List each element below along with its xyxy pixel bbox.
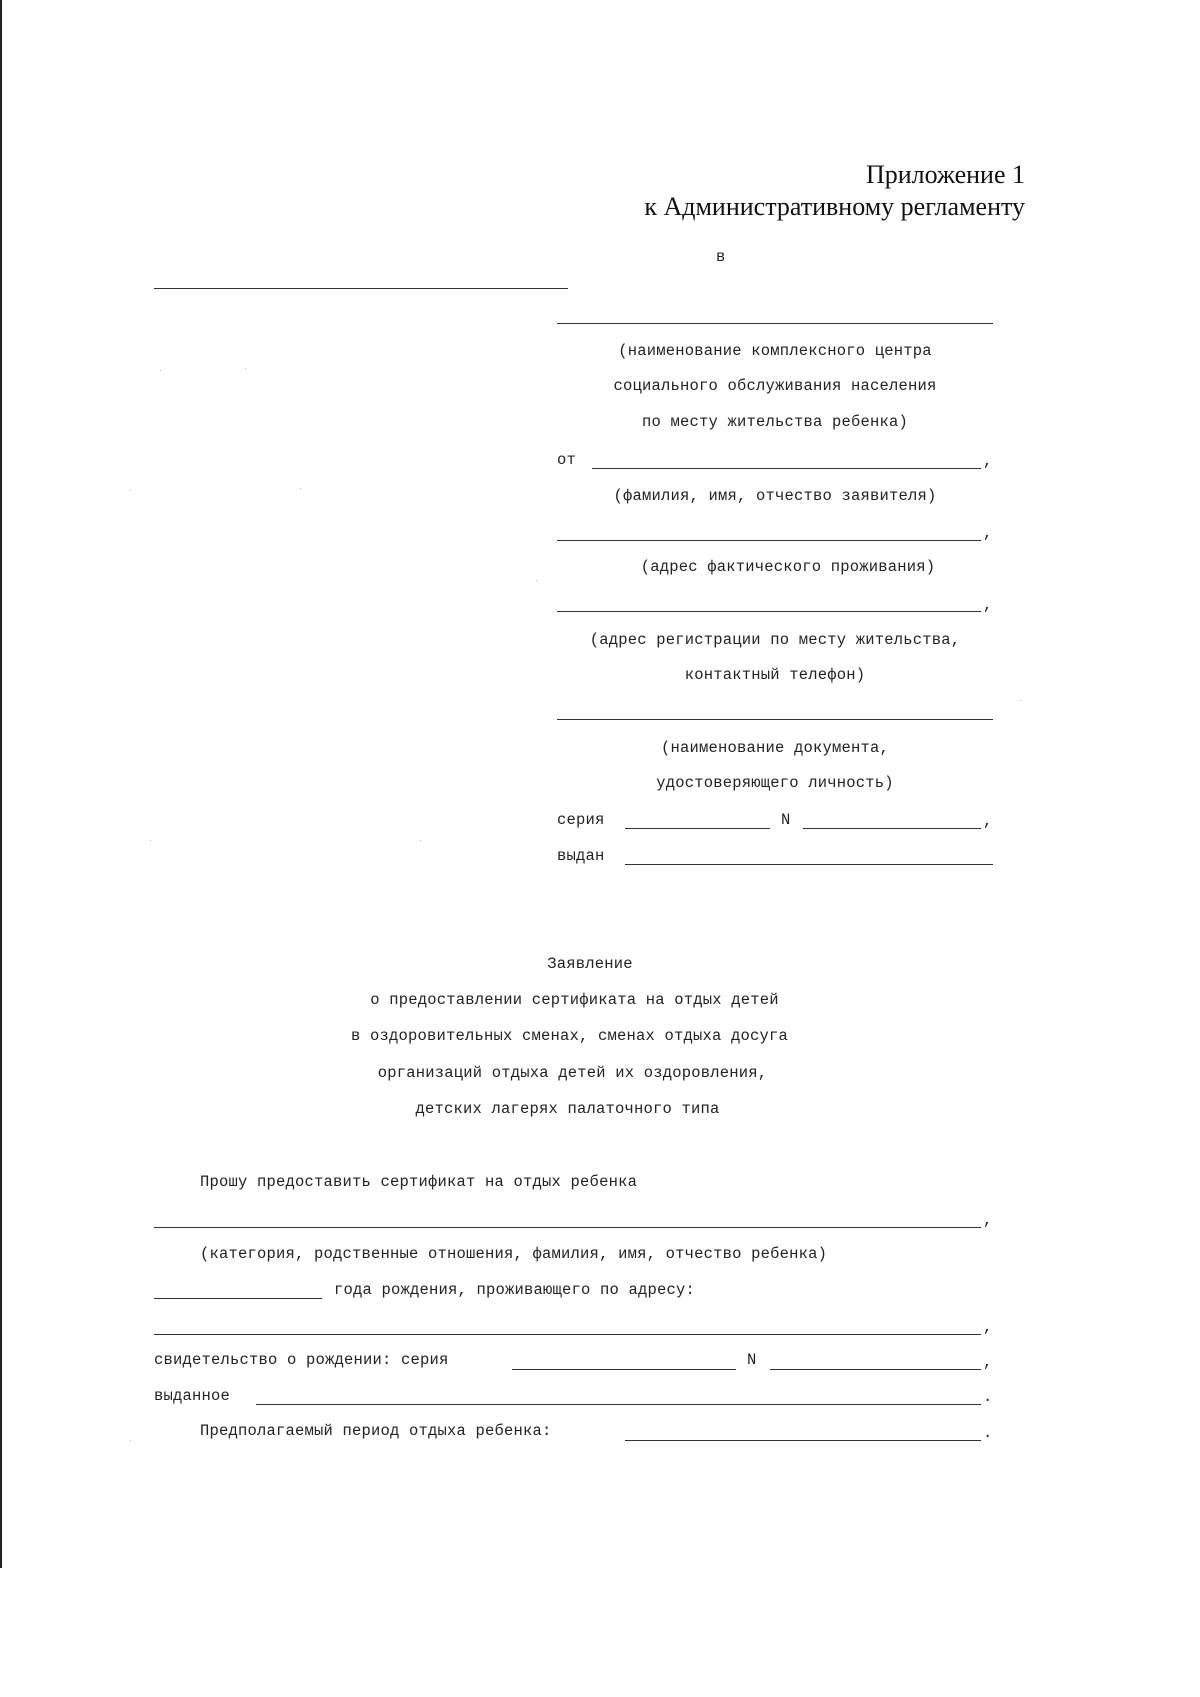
number-field-line bbox=[803, 828, 981, 829]
org-caption-line1: (наименование комплексного центра bbox=[618, 342, 932, 360]
certificate-series-field-line bbox=[512, 1369, 736, 1370]
birth-certificate-label: свидетельство о рождении: серия bbox=[154, 1351, 449, 1369]
comma: , bbox=[983, 452, 993, 470]
from-prefix: от bbox=[557, 451, 577, 469]
birth-year-field-line bbox=[154, 1298, 322, 1299]
document-subtitle-line2: в оздоровительных сменах, сменах отдыха досуга bbox=[350, 1027, 789, 1045]
period-mark: . bbox=[983, 1388, 993, 1406]
series-field-line bbox=[625, 828, 770, 829]
comma: , bbox=[983, 1211, 993, 1229]
certificate-issued-label: выданное bbox=[154, 1387, 231, 1405]
applicant-name-field-line bbox=[592, 468, 981, 469]
request-text: Прошу предоставить сертификат на отдых ребенка bbox=[200, 1173, 638, 1191]
org-caption-line3: по месту жительства ребенка) bbox=[641, 413, 909, 431]
document-caption-line1: (наименование документа, bbox=[660, 739, 890, 757]
name-caption: (фамилия, имя, отчество заявителя) bbox=[613, 487, 937, 505]
child-caption: (категория, родственные отношения, фамилия, имя, отчество ребенка) bbox=[200, 1245, 828, 1263]
document-subtitle-line1: о предоставлении сертификата на отдых детей bbox=[370, 991, 779, 1009]
registration-address-field-line bbox=[557, 611, 981, 612]
address-caption: (адрес фактического проживания) bbox=[640, 558, 936, 576]
comma: , bbox=[983, 812, 993, 830]
certificate-number-label: N bbox=[747, 1351, 757, 1369]
comma: , bbox=[983, 596, 993, 614]
document-subtitle-line4: детских лагерях палаточного типа bbox=[415, 1100, 720, 1118]
comma: , bbox=[983, 1353, 993, 1371]
to-prefix: в bbox=[716, 248, 726, 266]
rest-period-label: Предполагаемый период отдыха ребенка: bbox=[200, 1422, 552, 1440]
birth-text: года рождения, проживающего по адресу: bbox=[334, 1281, 696, 1299]
series-label: серия bbox=[557, 811, 605, 829]
appendix-reference: к Административному регламенту bbox=[644, 192, 1025, 221]
scan-left-edge bbox=[0, 0, 2, 1568]
document-title: Заявление bbox=[547, 955, 633, 973]
comma: , bbox=[983, 524, 993, 542]
child-address-field-line bbox=[154, 1334, 981, 1335]
child-field-line bbox=[154, 1227, 981, 1228]
rest-period-field-line bbox=[625, 1440, 981, 1441]
registration-caption-line2: контактный телефон) bbox=[684, 666, 866, 684]
number-label: N bbox=[781, 811, 791, 829]
identity-document-field-line bbox=[557, 719, 993, 720]
registration-caption-line1: (адрес регистрации по месту жительства, bbox=[589, 631, 961, 649]
document-subtitle-line3: организаций отдыха детей их оздоровления, bbox=[377, 1064, 768, 1082]
left-blank-line bbox=[154, 288, 568, 289]
appendix-number: Приложение 1 bbox=[865, 160, 1025, 189]
org-name-field-line bbox=[557, 323, 993, 324]
period-mark: . bbox=[983, 1424, 993, 1442]
comma: , bbox=[983, 1318, 993, 1336]
issued-field-line bbox=[625, 864, 993, 865]
actual-address-field-line bbox=[557, 540, 981, 541]
certificate-number-field-line bbox=[770, 1369, 981, 1370]
certificate-issued-field-line bbox=[256, 1404, 981, 1405]
org-caption-line2: социального обслуживания населения bbox=[613, 377, 937, 395]
issued-label: выдан bbox=[557, 847, 605, 865]
document-caption-line2: удостоверяющего личность) bbox=[656, 774, 894, 792]
